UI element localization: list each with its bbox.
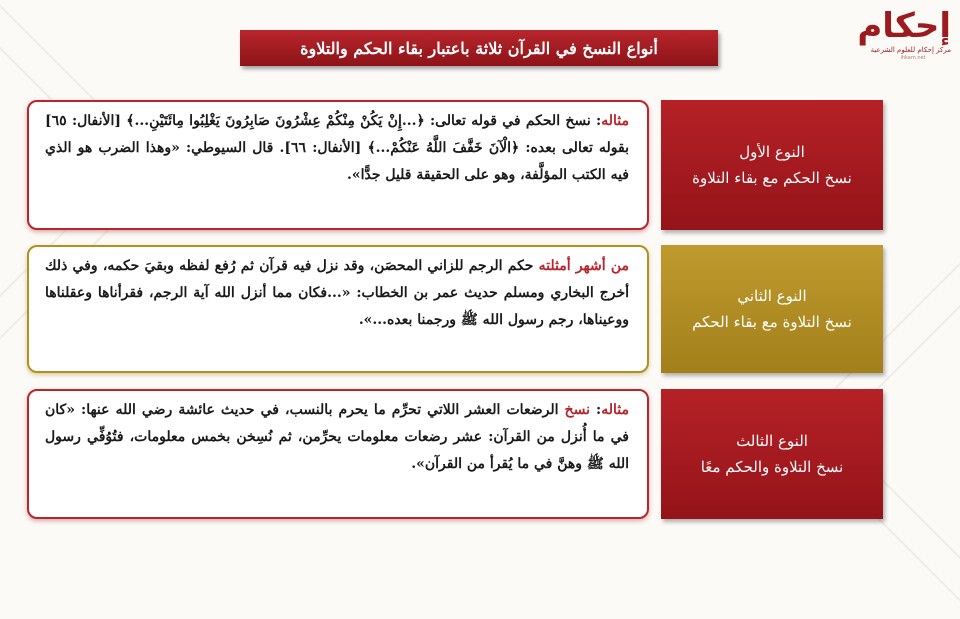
type-content-1 <box>28 100 650 230</box>
type-1-description: نسخ الحكم مع بقاء التلاوة <box>693 169 853 187</box>
type-2-description: نسخ التلاوة مع بقاء الحكم <box>693 313 853 331</box>
type-3-text: الرضعات العشر اللاتي تحرِّم ما يحرم بالنسب، في حديث عائشة رضي الله عنها: «كان في ما أُنزل من القرآن: عشر رضعات معلومات يحرِّمن، ثم نُسِخن بخمس معلومات، فتُوُفِّي رسول الله ﷺ وهنَّ في ما يُقرأ من القرآن». <box>46 402 630 472</box>
brand-logo <box>858 6 952 66</box>
type-3-description: نسخ التلاوة والحكم معًا <box>701 458 845 476</box>
type-1-lead: مثاله <box>602 113 630 129</box>
type-label-2 <box>662 245 884 373</box>
type-1-name: النوع الأول <box>740 143 806 161</box>
type-label-3 <box>662 389 884 519</box>
type-content-2 <box>28 245 650 373</box>
logo-subtitle: مركز إحكام للعلوم الشرعية <box>871 46 952 54</box>
type-label-1 <box>662 100 884 230</box>
type-1-text: : نسخ الحكم في قوله تعالى: ﴿...إِنْ يَكُنْ مِنْكُمْ عِشْرُونَ صَابِرُونَ يَغْلِبُوا مِائَتَيْنِ...﴾ [الأنفال: ٦٥] بقوله تعالى بعده: ﴿الْآنَ خَفَّفَ اللَّهُ عَنْكُمْ...﴾ [الأنفال: ٦٦]. قال السيوطي: «وهذا الضرب هو الذي فيه الكتب المؤلَّفة، وهو على الحقيقة قليل جدًّا». <box>46 113 630 183</box>
slide-title: أنواع النسخ في القرآن ثلاثة باعتبار بقاء الحكم والتلاوة <box>241 30 719 66</box>
type-3-lead-2: نسخ <box>565 402 591 418</box>
logo-mark: إحكام <box>858 6 952 46</box>
type-2-text: حكم الرجم للزاني المحصَن، وقد نزل فيه قرآن ثم رُفع لفظه وبقيَ حكمه، وفي ذلك أخرج البخاري ومسلم حديث عمر بن الخطاب: «...فكان مما أنزل الله آية الرجم، فقرأناها وعقلناها ووعيناها، رجم رسول الله ﷺ ورجمنا بعده...». <box>46 258 630 328</box>
type-3-name: النوع الثالث <box>737 432 809 450</box>
type-3-lead: مثاله <box>602 402 630 418</box>
type-content-3: مثاله: نسخ الرضعات العشر اللاتي تحرِّم ما يحرم بالنسب، في حديث عائشة رضي الله عنها: «كان في ما أُنزل من القرآن: عشر رضعات معلومات يحرِّمن، ثم نُسِخن بخمس معلومات، فتُوُفِّي رسول الله ﷺ وهنَّ في ما يُقرأ من القرآن». <box>28 389 650 519</box>
type-2-name: النوع الثاني <box>738 287 808 305</box>
type-2-lead: من أشهر أمثلته <box>539 258 630 274</box>
logo-site: ihkam.net <box>901 55 927 61</box>
